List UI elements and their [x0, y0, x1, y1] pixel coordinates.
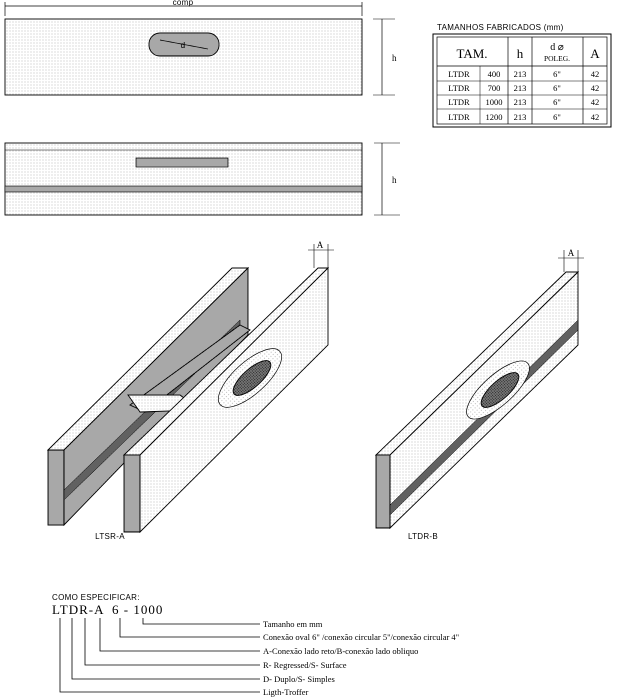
a-label-left: A — [316, 240, 324, 250]
header-h: h — [516, 46, 524, 61]
h-label-side: h — [392, 175, 397, 185]
table-cell: 6" — [553, 83, 561, 93]
spec-code-part1: LTDR-A — [52, 602, 105, 617]
top-view-panel — [5, 19, 362, 95]
table-cell: 6" — [553, 112, 561, 122]
table-cell: 6" — [553, 69, 561, 79]
d-label: d — [180, 41, 186, 50]
header-a: A — [590, 46, 600, 61]
legend-item: Conexão oval 6" /conexão circular 5"/conexão circular 4" — [263, 632, 460, 642]
caption-ltdr-b: LTDR-B — [407, 532, 439, 541]
table-cell: 42 — [590, 112, 600, 122]
side-slot — [136, 158, 228, 167]
table-cell: LTDR — [448, 83, 470, 93]
header-d: d ⌀ — [550, 42, 564, 53]
table-cell: 700 — [487, 83, 501, 93]
a-label-right: A — [567, 248, 575, 258]
comp-label: comp — [172, 0, 194, 7]
spec-title: COMO ESPECIFICAR: — [52, 593, 140, 602]
table-cell: 213 — [513, 83, 527, 93]
table-cell: 1000 — [485, 97, 503, 107]
side-view — [5, 143, 400, 215]
sizes-table — [433, 23, 611, 127]
table-cell: 213 — [513, 97, 527, 107]
table-cell: 400 — [487, 69, 501, 79]
iso-ltdr-b — [376, 248, 584, 541]
caption-ltsr-a: LTSR-A — [95, 532, 125, 541]
header-tam: TAM. — [456, 46, 488, 61]
table-cell: LTDR — [448, 112, 470, 122]
table-cell: 42 — [590, 83, 600, 93]
legend-item: Ligth-Troffer — [263, 687, 309, 697]
table-body — [448, 69, 599, 122]
table-cell: LTDR — [448, 97, 470, 107]
legend-item: A-Conexão lado reto/B-conexão lado obliquo — [263, 646, 419, 656]
h-label-top: h — [392, 53, 397, 63]
table-cell: 213 — [513, 69, 527, 79]
table-cell: 42 — [590, 69, 600, 79]
legend-item: D- Duplo/S- Simples — [263, 674, 335, 684]
header-poleg: POLEG. — [543, 54, 571, 63]
legend-item: Tamanho em mm — [263, 619, 323, 629]
legend-item: R- Regressed/S- Surface — [263, 660, 347, 670]
table-cell: 6" — [553, 97, 561, 107]
side-view-panel — [5, 143, 362, 215]
table-cell: LTDR — [448, 69, 470, 79]
table-cell: 42 — [590, 97, 600, 107]
table-cell: 213 — [513, 112, 527, 122]
iso-ltsr-a — [48, 240, 334, 541]
spec-section — [52, 593, 459, 697]
spec-code-part2: 6 - 1000 — [112, 602, 164, 617]
table-title: TAMANHOS FABRICADOS (mm) — [437, 23, 564, 32]
top-view — [5, 0, 397, 95]
table-cell: 1200 — [485, 112, 503, 122]
